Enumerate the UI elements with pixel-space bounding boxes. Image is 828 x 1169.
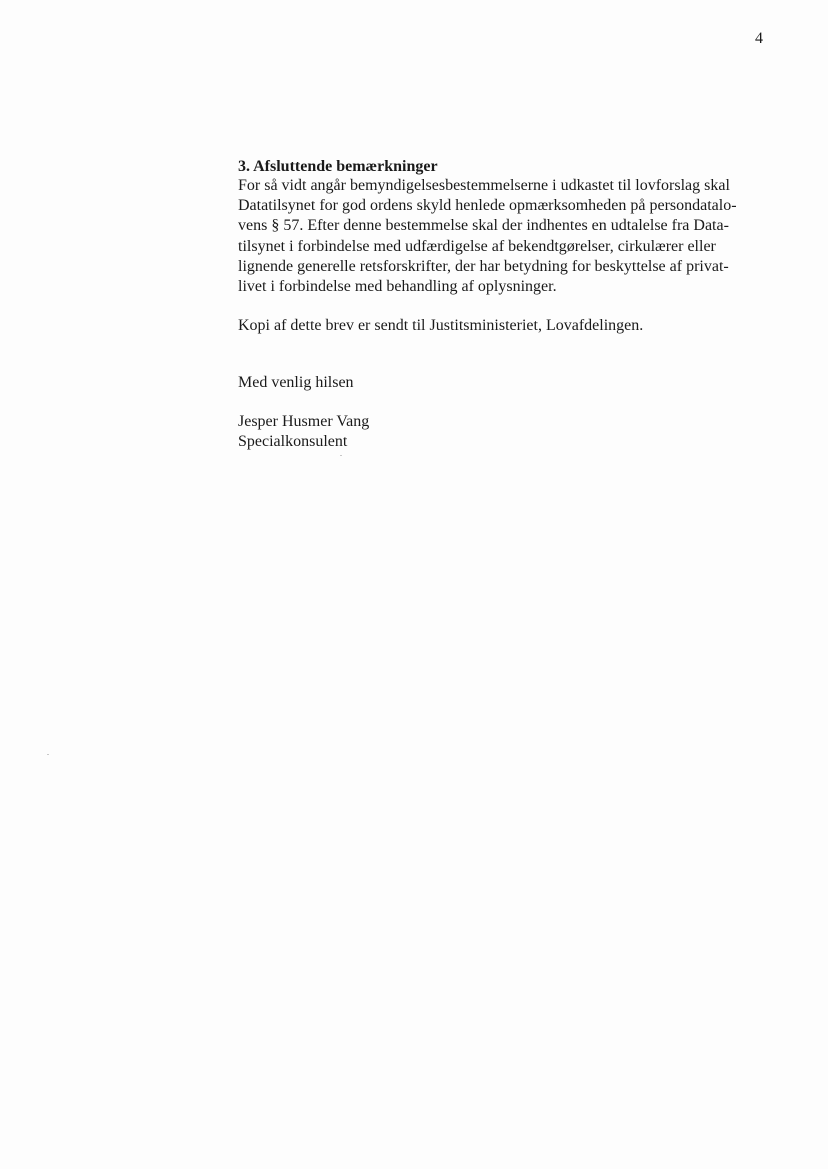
scan-speck bbox=[47, 754, 49, 755]
greeting-text: Med venlig hilsen bbox=[238, 374, 354, 392]
body-line: lignende generelle retsforskrifter, der har betydning for beskyttelse af privat- bbox=[238, 257, 729, 275]
signer-name: Jesper Husmer Vang bbox=[238, 412, 370, 430]
letter-content bbox=[238, 157, 758, 452]
scan-speck bbox=[340, 455, 342, 456]
body-line: tilsynet i forbindelse med udfærdigelse af bekendtgørelser, cirkulærer eller bbox=[238, 237, 716, 255]
body-line: vens § 57. Efter denne bestemmelse skal der indhentes en udtalelse fra Data- bbox=[238, 217, 729, 235]
body-line: livet i forbindelse med behandling af oplysninger. bbox=[238, 278, 557, 296]
signer-title: Specialkonsulent bbox=[238, 432, 348, 450]
closing-greeting bbox=[238, 373, 758, 393]
body-line: Datatilsynet for god ordens skyld henlede opmærksomheden på persondatalo- bbox=[238, 197, 737, 215]
signature-block bbox=[238, 412, 758, 452]
section-body-paragraph bbox=[238, 176, 758, 297]
page-number: 4 bbox=[755, 30, 763, 47]
copy-note-text: Kopi af dette brev er sendt til Justitsministeriet, Lovafdelingen. bbox=[238, 317, 644, 335]
copy-note bbox=[238, 316, 758, 336]
body-line: For så vidt angår bemyndigelsesbestemmelserne i udkastet til lovforslag skal bbox=[238, 177, 730, 194]
section-heading: 3. Afsluttende bemærkninger bbox=[238, 158, 438, 175]
